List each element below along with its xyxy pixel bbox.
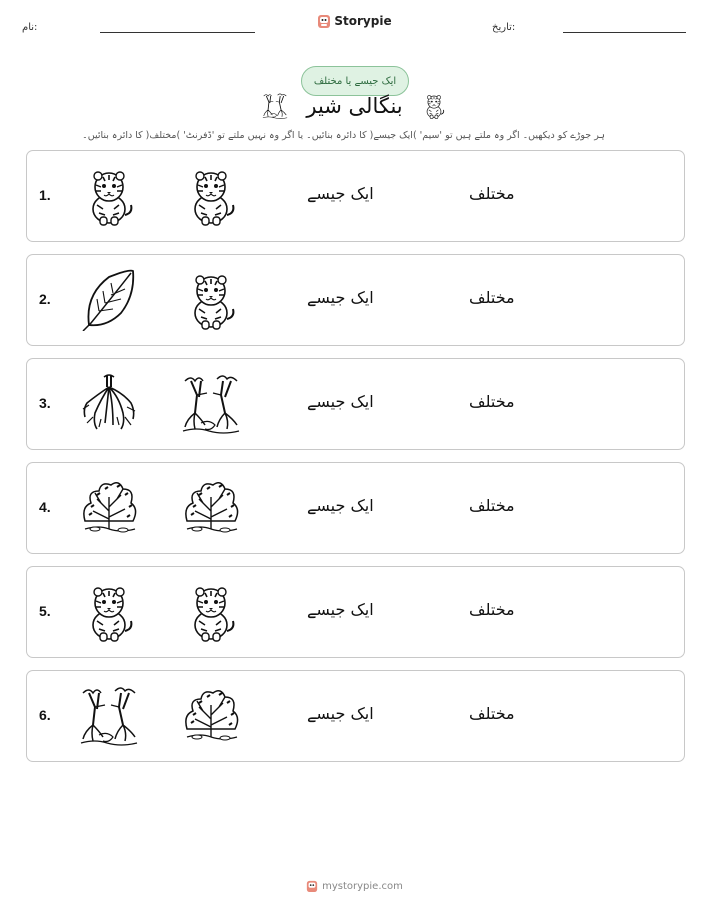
instructions-text: ہر جوڑے کو دیکھیں۔ اگر وہ ملتے ہیں تو 'سیم' )ایک جیسے( کا دائرہ بنائیں۔ یا اگر وہ نہیں ملتے تو 'ڈفرنٹ' )مختلف( کا دائرہ بنائیں۔ xyxy=(82,130,605,141)
tiger-icon xyxy=(181,269,241,331)
mascot-icon xyxy=(317,13,331,29)
same-option[interactable]: ایک جیسے xyxy=(307,184,374,203)
different-option[interactable]: مختلف xyxy=(469,184,515,203)
bush-icon xyxy=(79,477,139,539)
date-line[interactable] xyxy=(563,32,686,33)
question-row xyxy=(26,670,685,762)
worksheet-tag: ایک جیسے یا مختلف xyxy=(301,66,409,96)
different-option[interactable]: مختلف xyxy=(469,600,515,619)
question-row xyxy=(26,150,685,242)
row-number: 4. xyxy=(39,499,51,515)
question-row xyxy=(26,462,685,554)
same-option[interactable]: ایک جیسے xyxy=(307,496,374,515)
same-option[interactable]: ایک جیسے xyxy=(307,704,374,723)
roots-icon xyxy=(79,373,139,435)
row-number: 1. xyxy=(39,187,51,203)
name-label: نام: xyxy=(22,22,38,33)
tiger-icon xyxy=(79,581,139,643)
same-option[interactable]: ایک جیسے xyxy=(307,392,374,411)
question-row xyxy=(26,358,685,450)
mangrove-icon xyxy=(79,685,139,747)
question-row xyxy=(26,566,685,658)
bush-icon xyxy=(181,477,241,539)
same-option[interactable]: ایک جیسے xyxy=(307,288,374,307)
date-label: تاریخ: xyxy=(492,22,516,33)
brand-logo xyxy=(0,13,709,33)
different-option[interactable]: مختلف xyxy=(469,496,515,515)
footer xyxy=(0,879,709,896)
question-row xyxy=(26,254,685,346)
different-option[interactable]: مختلف xyxy=(469,704,515,723)
different-option[interactable]: مختلف xyxy=(469,392,515,411)
leaf-icon xyxy=(79,269,139,331)
different-option[interactable]: مختلف xyxy=(469,288,515,307)
row-number: 3. xyxy=(39,395,51,411)
brand-name: Storypie xyxy=(334,14,392,28)
footer-site[interactable]: mystorypie.com xyxy=(322,880,403,892)
mangrove-icon xyxy=(262,92,288,120)
page-title: بنگالی شیر xyxy=(306,94,403,118)
tiger-icon xyxy=(181,581,241,643)
tiger-icon xyxy=(79,165,139,227)
mascot-icon xyxy=(306,879,318,893)
row-number: 6. xyxy=(39,707,51,723)
same-option[interactable]: ایک جیسے xyxy=(307,600,374,619)
tiger-icon xyxy=(421,92,447,120)
row-number: 5. xyxy=(39,603,51,619)
bush-icon xyxy=(181,685,241,747)
row-number: 2. xyxy=(39,291,51,307)
mangrove-icon xyxy=(181,373,241,435)
tiger-icon xyxy=(181,165,241,227)
